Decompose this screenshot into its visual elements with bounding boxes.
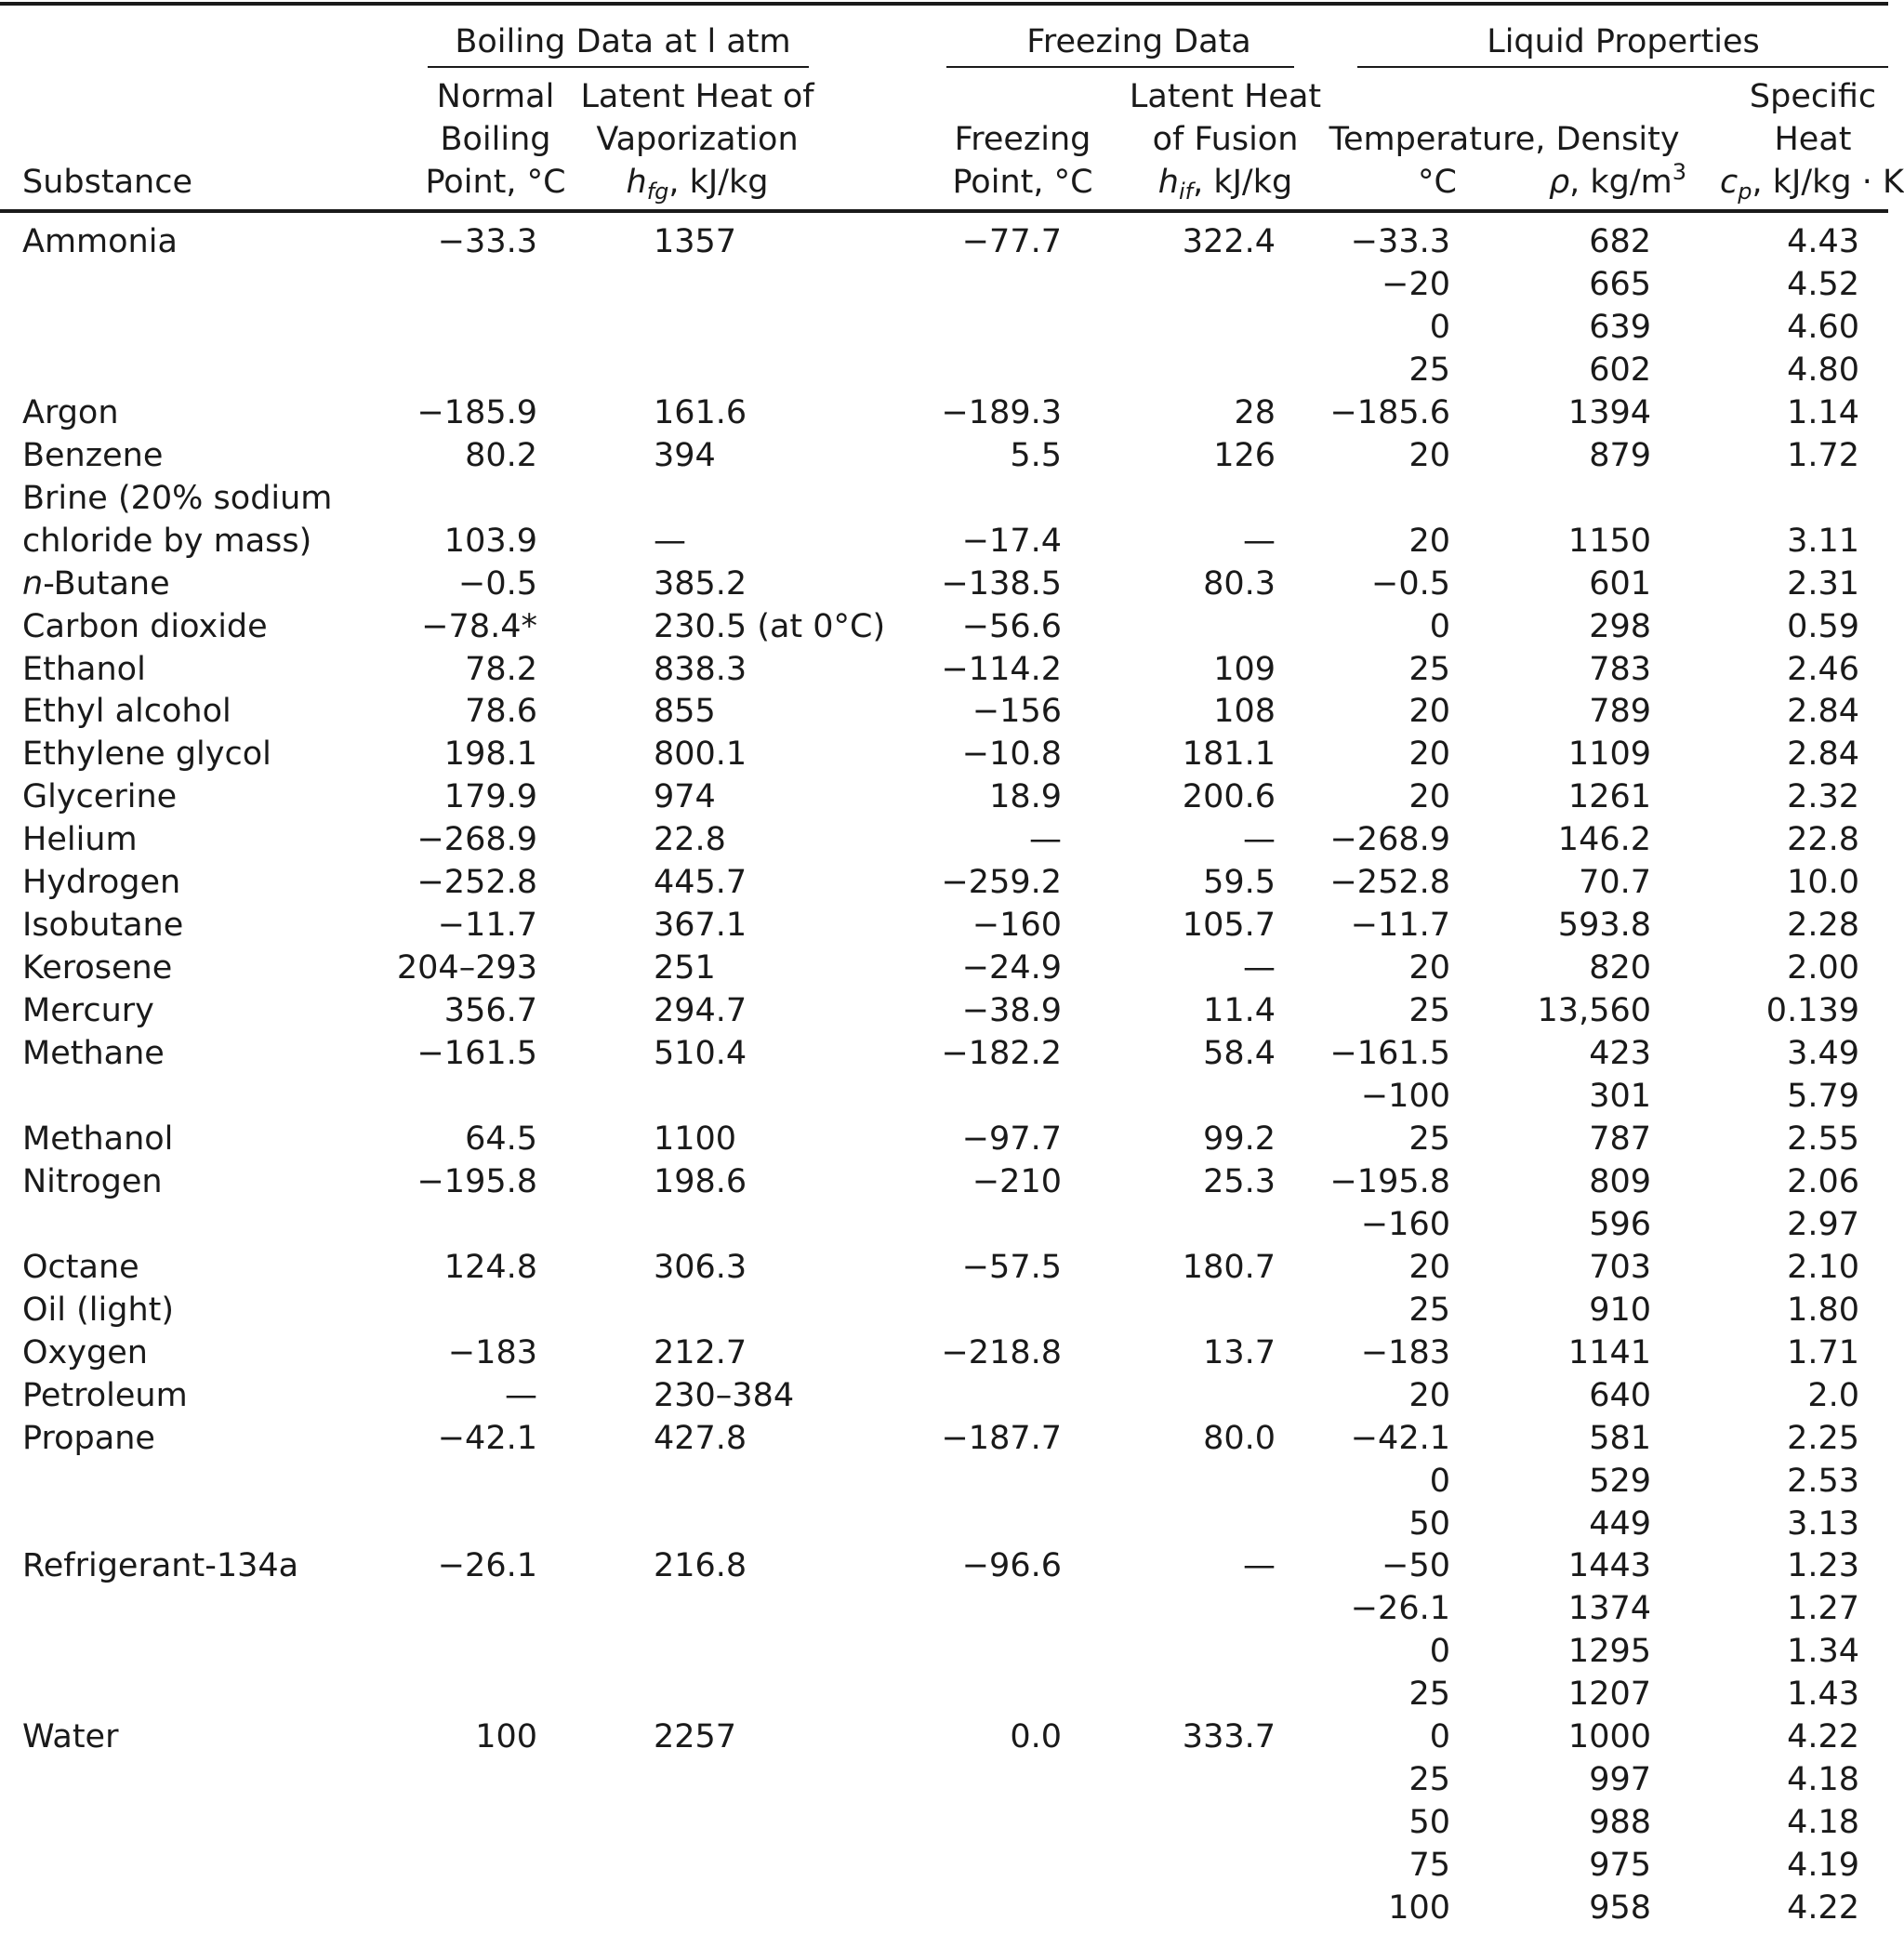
- cell-boiling-point: −252.8: [416, 864, 537, 901]
- cell-latent-heat-vaporization: 800.1: [654, 735, 747, 773]
- cell-latent-heat-vaporization: —: [654, 523, 686, 560]
- cell-latent-heat-fusion: 80.0: [1203, 1420, 1276, 1457]
- cell-specific-heat: 5.79: [1787, 1078, 1859, 1115]
- cell-latent-heat-vaporization: 1357: [654, 223, 737, 260]
- cell-substance: Isobutane: [22, 907, 184, 944]
- cell-density: 910: [1589, 1292, 1651, 1329]
- cell-substance: n-Butane: [22, 565, 170, 603]
- cell-freezing-point: −160: [972, 907, 1062, 944]
- cell-specific-heat: 2.97: [1787, 1206, 1859, 1243]
- cell-freezing-point: 18.9: [989, 778, 1062, 815]
- cell-temperature: 0: [1429, 608, 1450, 645]
- cell-latent-heat-vaporization: 230–384: [654, 1377, 795, 1414]
- col-header-temp-line2: °C: [1418, 164, 1457, 201]
- cell-substance: Ethyl alcohol: [22, 693, 231, 730]
- cell-boiling-point: −42.1: [437, 1420, 537, 1457]
- cell-specific-heat: 2.00: [1787, 949, 1859, 987]
- cell-freezing-point: −218.8: [941, 1334, 1062, 1371]
- cell-freezing-point: 0.0: [1010, 1718, 1062, 1755]
- cell-latent-heat-fusion: 181.1: [1182, 735, 1276, 773]
- cell-boiling-point: −185.9: [416, 394, 537, 431]
- group-header-boiling: Boiling Data at l atm: [455, 23, 791, 60]
- cell-freezing-point: −77.7: [961, 223, 1062, 260]
- cell-substance: Carbon dioxide: [22, 608, 268, 645]
- cell-freezing-point: −17.4: [961, 523, 1062, 560]
- cell-boiling-point: 78.2: [465, 651, 537, 688]
- cell-temperature: −33.3: [1350, 223, 1450, 260]
- cell-temperature: 20: [1408, 1377, 1450, 1414]
- cell-freezing-point: −96.6: [961, 1547, 1062, 1584]
- cell-temperature: 100: [1388, 1889, 1450, 1927]
- cell-temperature: −183: [1360, 1334, 1450, 1371]
- col-header-fp-line1: Freezing: [954, 121, 1091, 158]
- cell-latent-heat-vaporization: 427.8: [654, 1420, 747, 1457]
- cell-specific-heat: 1.23: [1787, 1547, 1859, 1584]
- cell-substance: chloride by mass): [22, 523, 312, 560]
- col-header-bp-line1: Normal: [436, 78, 555, 115]
- cell-density: 997: [1589, 1761, 1651, 1798]
- group-rule-liquid: [1357, 66, 1888, 68]
- cell-density: 301: [1589, 1078, 1651, 1115]
- cell-temperature: −268.9: [1329, 821, 1450, 858]
- cell-freezing-point: −189.3: [941, 394, 1062, 431]
- cell-latent-heat-fusion: 200.6: [1182, 778, 1276, 815]
- cell-specific-heat: 2.84: [1787, 693, 1859, 730]
- cell-temperature: 20: [1408, 1249, 1450, 1286]
- cell-boiling-point: 100: [475, 1718, 537, 1755]
- cell-specific-heat: 0.59: [1787, 608, 1859, 645]
- cell-density: 298: [1589, 608, 1651, 645]
- cell-temperature: 25: [1408, 992, 1450, 1029]
- cell-specific-heat: 10.0: [1787, 864, 1859, 901]
- cell-density: 423: [1589, 1035, 1651, 1072]
- cell-temperature: 25: [1408, 651, 1450, 688]
- top-rule: [0, 2, 1888, 6]
- cell-temperature: −252.8: [1329, 864, 1450, 901]
- cell-specific-heat: 2.53: [1787, 1463, 1859, 1500]
- cell-specific-heat: 3.49: [1787, 1035, 1859, 1072]
- cell-specific-heat: 0.139: [1765, 992, 1859, 1029]
- cell-temperature: 50: [1408, 1505, 1450, 1543]
- col-header-cp-line2: Heat: [1774, 121, 1852, 158]
- cell-density: 783: [1589, 651, 1651, 688]
- cell-temperature: 25: [1408, 1292, 1450, 1329]
- cell-latent-heat-vaporization: 974: [654, 778, 716, 815]
- cell-boiling-point: —: [505, 1377, 537, 1414]
- cell-density: 581: [1589, 1420, 1651, 1457]
- col-header-density-line1: Density: [1555, 121, 1680, 158]
- cell-density: 70.7: [1579, 864, 1651, 901]
- cell-boiling-point: 103.9: [443, 523, 537, 560]
- cell-boiling-point: −195.8: [416, 1163, 537, 1200]
- cell-density: 703: [1589, 1249, 1651, 1286]
- cell-freezing-point: −156: [972, 693, 1062, 730]
- cell-density: 789: [1589, 693, 1651, 730]
- cell-specific-heat: 1.34: [1787, 1633, 1859, 1670]
- cell-freezing-point: −182.2: [941, 1035, 1062, 1072]
- cell-density: 601: [1589, 565, 1651, 603]
- cell-density: 809: [1589, 1163, 1651, 1200]
- cell-freezing-point: −187.7: [941, 1420, 1062, 1457]
- cell-specific-heat: 4.43: [1787, 223, 1859, 260]
- cell-density: 13,560: [1537, 992, 1651, 1029]
- cell-specific-heat: 1.43: [1787, 1676, 1859, 1713]
- cell-specific-heat: 2.84: [1787, 735, 1859, 773]
- cell-density: 975: [1589, 1847, 1651, 1884]
- cell-latent-heat-fusion: —: [1243, 949, 1276, 987]
- cell-density: 1261: [1567, 778, 1651, 815]
- cell-temperature: 0: [1429, 1718, 1450, 1755]
- cell-temperature: 0: [1429, 1463, 1450, 1500]
- cell-substance: Hydrogen: [22, 864, 181, 901]
- cell-temperature: −0.5: [1371, 565, 1450, 603]
- cell-specific-heat: 1.80: [1787, 1292, 1859, 1329]
- cell-density: 787: [1589, 1120, 1651, 1158]
- cell-substance: Kerosene: [22, 949, 173, 987]
- cell-boiling-point: 356.7: [443, 992, 537, 1029]
- cell-latent-heat-fusion: 126: [1213, 437, 1276, 474]
- cell-specific-heat: 2.10: [1787, 1249, 1859, 1286]
- cell-temperature: 0: [1429, 309, 1450, 346]
- cell-boiling-point: −26.1: [437, 1547, 537, 1584]
- cell-density: 596: [1589, 1206, 1651, 1243]
- cell-temperature: 25: [1408, 1676, 1450, 1713]
- cell-temperature: 20: [1408, 523, 1450, 560]
- cell-temperature: −20: [1382, 266, 1450, 303]
- cell-density: 682: [1589, 223, 1651, 260]
- col-header-fp-line2: Point, °C: [952, 164, 1093, 201]
- cell-freezing-point: −57.5: [961, 1249, 1062, 1286]
- col-header-bp-line2: Boiling: [440, 121, 551, 158]
- cell-density: 640: [1589, 1377, 1651, 1414]
- cell-boiling-point: 78.6: [465, 693, 537, 730]
- group-header-freezing: Freezing Data: [1026, 23, 1251, 60]
- cell-latent-heat-vaporization: 198.6: [654, 1163, 747, 1200]
- cell-temperature: −50: [1382, 1547, 1450, 1584]
- cell-density: 1394: [1567, 394, 1651, 431]
- cell-freezing-point: −210: [972, 1163, 1062, 1200]
- cell-specific-heat: 2.32: [1787, 778, 1859, 815]
- cell-substance: Methane: [22, 1035, 165, 1072]
- cell-boiling-point: 198.1: [443, 735, 537, 773]
- cell-latent-heat-fusion: 322.4: [1182, 223, 1276, 260]
- cell-latent-heat-vaporization: 22.8: [654, 821, 726, 858]
- col-header-bp-line3: Point, °C: [425, 164, 566, 201]
- cell-latent-heat-fusion: 13.7: [1203, 1334, 1276, 1371]
- cell-latent-heat-fusion: 99.2: [1203, 1120, 1276, 1158]
- col-header-hif-line3: $h_{if}$, kJ/kg: [1157, 164, 1293, 205]
- cell-latent-heat-fusion: 28: [1234, 394, 1276, 431]
- cell-freezing-point: −56.6: [961, 608, 1062, 645]
- cell-specific-heat: 2.0: [1807, 1377, 1859, 1414]
- cell-latent-heat-fusion: —: [1243, 1547, 1276, 1584]
- cell-latent-heat-vaporization: 230.5 (at 0°C): [654, 608, 886, 645]
- cell-specific-heat: 4.80: [1787, 351, 1859, 389]
- cell-substance: Argon: [22, 394, 119, 431]
- cell-density: 665: [1589, 266, 1651, 303]
- cell-freezing-point: −38.9: [961, 992, 1062, 1029]
- cell-temperature: 25: [1408, 351, 1450, 389]
- cell-density: 820: [1589, 949, 1651, 987]
- cell-substance: Methanol: [22, 1120, 174, 1158]
- cell-specific-heat: 2.25: [1787, 1420, 1859, 1457]
- cell-freezing-point: 5.5: [1010, 437, 1062, 474]
- cell-substance: Helium: [22, 821, 138, 858]
- cell-density: 1150: [1567, 523, 1651, 560]
- cell-boiling-point: 64.5: [465, 1120, 537, 1158]
- cell-substance: Refrigerant-134a: [22, 1547, 299, 1584]
- cell-latent-heat-vaporization: 251: [654, 949, 716, 987]
- cell-temperature: −195.8: [1329, 1163, 1450, 1200]
- cell-latent-heat-vaporization: 510.4: [654, 1035, 747, 1072]
- cell-substance: Ethanol: [22, 651, 146, 688]
- cell-temperature: −26.1: [1350, 1590, 1450, 1627]
- cell-latent-heat-fusion: —: [1243, 523, 1276, 560]
- cell-latent-heat-vaporization: 1100: [654, 1120, 737, 1158]
- cell-specific-heat: 3.11: [1787, 523, 1859, 560]
- cell-specific-heat: 4.19: [1787, 1847, 1859, 1884]
- cell-temperature: −185.6: [1329, 394, 1450, 431]
- cell-temperature: 75: [1408, 1847, 1450, 1884]
- cell-boiling-point: −78.4*: [421, 608, 537, 645]
- col-header-density-line2: ρ, $kg/m^3$: [1548, 159, 1687, 201]
- cell-boiling-point: −11.7: [437, 907, 537, 944]
- cell-latent-heat-vaporization: 2257: [654, 1718, 737, 1755]
- cell-latent-heat-vaporization: 161.6: [654, 394, 747, 431]
- cell-latent-heat-vaporization: 838.3: [654, 651, 747, 688]
- cell-specific-heat: 2.46: [1787, 651, 1859, 688]
- cell-temperature: 20: [1408, 437, 1450, 474]
- cell-freezing-point: −259.2: [941, 864, 1062, 901]
- cell-freezing-point: −97.7: [961, 1120, 1062, 1158]
- cell-specific-heat: 4.52: [1787, 266, 1859, 303]
- cell-density: 1109: [1567, 735, 1651, 773]
- cell-temperature: 25: [1408, 1761, 1450, 1798]
- cell-density: 146.2: [1557, 821, 1651, 858]
- cell-specific-heat: 1.72: [1787, 437, 1859, 474]
- cell-substance: Glycerine: [22, 778, 178, 815]
- group-rule-boiling: [428, 66, 809, 68]
- cell-specific-heat: 2.55: [1787, 1120, 1859, 1158]
- cell-substance: Petroleum: [22, 1377, 188, 1414]
- col-header-substance: Substance: [22, 164, 192, 201]
- cell-latent-heat-vaporization: 394: [654, 437, 716, 474]
- col-header-cp-line3: $c_p$, kJ/kg · K: [1720, 164, 1904, 205]
- cell-latent-heat-fusion: 333.7: [1182, 1718, 1276, 1755]
- cell-latent-heat-vaporization: 294.7: [654, 992, 747, 1029]
- cell-boiling-point: −161.5: [416, 1035, 537, 1072]
- cell-boiling-point: −0.5: [458, 565, 537, 603]
- cell-temperature: −160: [1360, 1206, 1450, 1243]
- cell-temperature: −161.5: [1329, 1035, 1450, 1072]
- col-header-cp-line1: Specific: [1749, 78, 1877, 115]
- cell-density: 1295: [1567, 1633, 1651, 1670]
- header-rule: [0, 209, 1888, 213]
- col-header-hfg-line1: Latent Heat of: [580, 78, 814, 115]
- cell-substance: Octane: [22, 1249, 139, 1286]
- cell-density: 958: [1589, 1889, 1651, 1927]
- cell-substance: Propane: [22, 1420, 155, 1457]
- cell-temperature: 20: [1408, 949, 1450, 987]
- cell-latent-heat-fusion: 59.5: [1203, 864, 1276, 901]
- cell-specific-heat: 4.18: [1787, 1804, 1859, 1841]
- cell-density: 988: [1589, 1804, 1651, 1841]
- cell-specific-heat: 4.18: [1787, 1761, 1859, 1798]
- cell-density: 1443: [1567, 1547, 1651, 1584]
- cell-temperature: 25: [1408, 1120, 1450, 1158]
- col-header-hfg-line2: Vaporization: [596, 121, 799, 158]
- cell-substance: Ammonia: [22, 223, 178, 260]
- cell-substance: Water: [22, 1718, 119, 1755]
- cell-latent-heat-vaporization: 216.8: [654, 1547, 747, 1584]
- cell-density: 1000: [1567, 1718, 1651, 1755]
- cell-specific-heat: 2.28: [1787, 907, 1859, 944]
- cell-specific-heat: 2.06: [1787, 1163, 1859, 1200]
- cell-latent-heat-fusion: 25.3: [1203, 1163, 1276, 1200]
- cell-density: 1207: [1567, 1676, 1651, 1713]
- group-rule-freezing: [946, 66, 1294, 68]
- cell-freezing-point: −138.5: [941, 565, 1062, 603]
- cell-freezing-point: −24.9: [961, 949, 1062, 987]
- cell-specific-heat: 4.60: [1787, 309, 1859, 346]
- cell-freezing-point: −114.2: [941, 651, 1062, 688]
- cell-latent-heat-vaporization: 445.7: [654, 864, 747, 901]
- cell-boiling-point: −268.9: [416, 821, 537, 858]
- cell-boiling-point: 204–293: [396, 949, 537, 987]
- cell-specific-heat: 22.8: [1787, 821, 1859, 858]
- cell-latent-heat-fusion: 109: [1213, 651, 1276, 688]
- cell-density: 593.8: [1557, 907, 1651, 944]
- cell-substance: Nitrogen: [22, 1163, 163, 1200]
- cell-latent-heat-fusion: 108: [1213, 693, 1276, 730]
- cell-boiling-point: 124.8: [443, 1249, 537, 1286]
- col-header-hif-line1: Latent Heat: [1129, 78, 1322, 115]
- cell-latent-heat-vaporization: 212.7: [654, 1334, 747, 1371]
- cell-density: 639: [1589, 309, 1651, 346]
- cell-specific-heat: 4.22: [1787, 1718, 1859, 1755]
- cell-freezing-point: —: [1029, 821, 1062, 858]
- cell-specific-heat: 1.27: [1787, 1590, 1859, 1627]
- cell-specific-heat: 1.14: [1787, 394, 1859, 431]
- cell-latent-heat-fusion: 58.4: [1203, 1035, 1276, 1072]
- cell-temperature: 50: [1408, 1804, 1450, 1841]
- cell-latent-heat-vaporization: 306.3: [654, 1249, 747, 1286]
- cell-substance: Brine (20% sodium: [22, 480, 333, 517]
- cell-substance: Ethylene glycol: [22, 735, 271, 773]
- group-header-liquid: Liquid Properties: [1487, 23, 1760, 60]
- cell-temperature: 0: [1429, 1633, 1450, 1670]
- cell-temperature: 20: [1408, 693, 1450, 730]
- cell-boiling-point: 80.2: [465, 437, 537, 474]
- cell-boiling-point: −183: [447, 1334, 537, 1371]
- cell-latent-heat-fusion: 105.7: [1182, 907, 1276, 944]
- cell-temperature: 20: [1408, 735, 1450, 773]
- cell-latent-heat-fusion: 180.7: [1182, 1249, 1276, 1286]
- cell-latent-heat-vaporization: 385.2: [654, 565, 747, 603]
- cell-substance: Benzene: [22, 437, 164, 474]
- cell-boiling-point: 179.9: [443, 778, 537, 815]
- cell-specific-heat: 1.71: [1787, 1334, 1859, 1371]
- cell-latent-heat-fusion: 80.3: [1203, 565, 1276, 603]
- cell-substance: Mercury: [22, 992, 154, 1029]
- cell-latent-heat-fusion: 11.4: [1203, 992, 1276, 1029]
- cell-freezing-point: −10.8: [961, 735, 1062, 773]
- cell-density: 879: [1589, 437, 1651, 474]
- cell-temperature: 20: [1408, 778, 1450, 815]
- col-header-temp-line1: Temperature,: [1329, 121, 1546, 158]
- cell-substance: Oxygen: [22, 1334, 148, 1371]
- cell-boiling-point: −33.3: [437, 223, 537, 260]
- cell-density: 1374: [1567, 1590, 1651, 1627]
- cell-latent-heat-vaporization: 855: [654, 693, 716, 730]
- cell-latent-heat-fusion: —: [1243, 821, 1276, 858]
- cell-density: 1141: [1567, 1334, 1651, 1371]
- cell-temperature: −42.1: [1350, 1420, 1450, 1457]
- cell-substance: Oil (light): [22, 1292, 175, 1329]
- cell-specific-heat: 3.13: [1787, 1505, 1859, 1543]
- col-header-hfg-line3: $h_{fg}$, kJ/kg: [626, 164, 769, 205]
- col-header-hif-line2: of Fusion: [1152, 121, 1299, 158]
- cell-latent-heat-vaporization: 367.1: [654, 907, 747, 944]
- cell-specific-heat: 2.31: [1787, 565, 1859, 603]
- cell-temperature: −11.7: [1350, 907, 1450, 944]
- cell-density: 529: [1589, 1463, 1651, 1500]
- cell-temperature: −100: [1360, 1078, 1450, 1115]
- cell-density: 602: [1589, 351, 1651, 389]
- cell-specific-heat: 4.22: [1787, 1889, 1859, 1927]
- cell-density: 449: [1589, 1505, 1651, 1543]
